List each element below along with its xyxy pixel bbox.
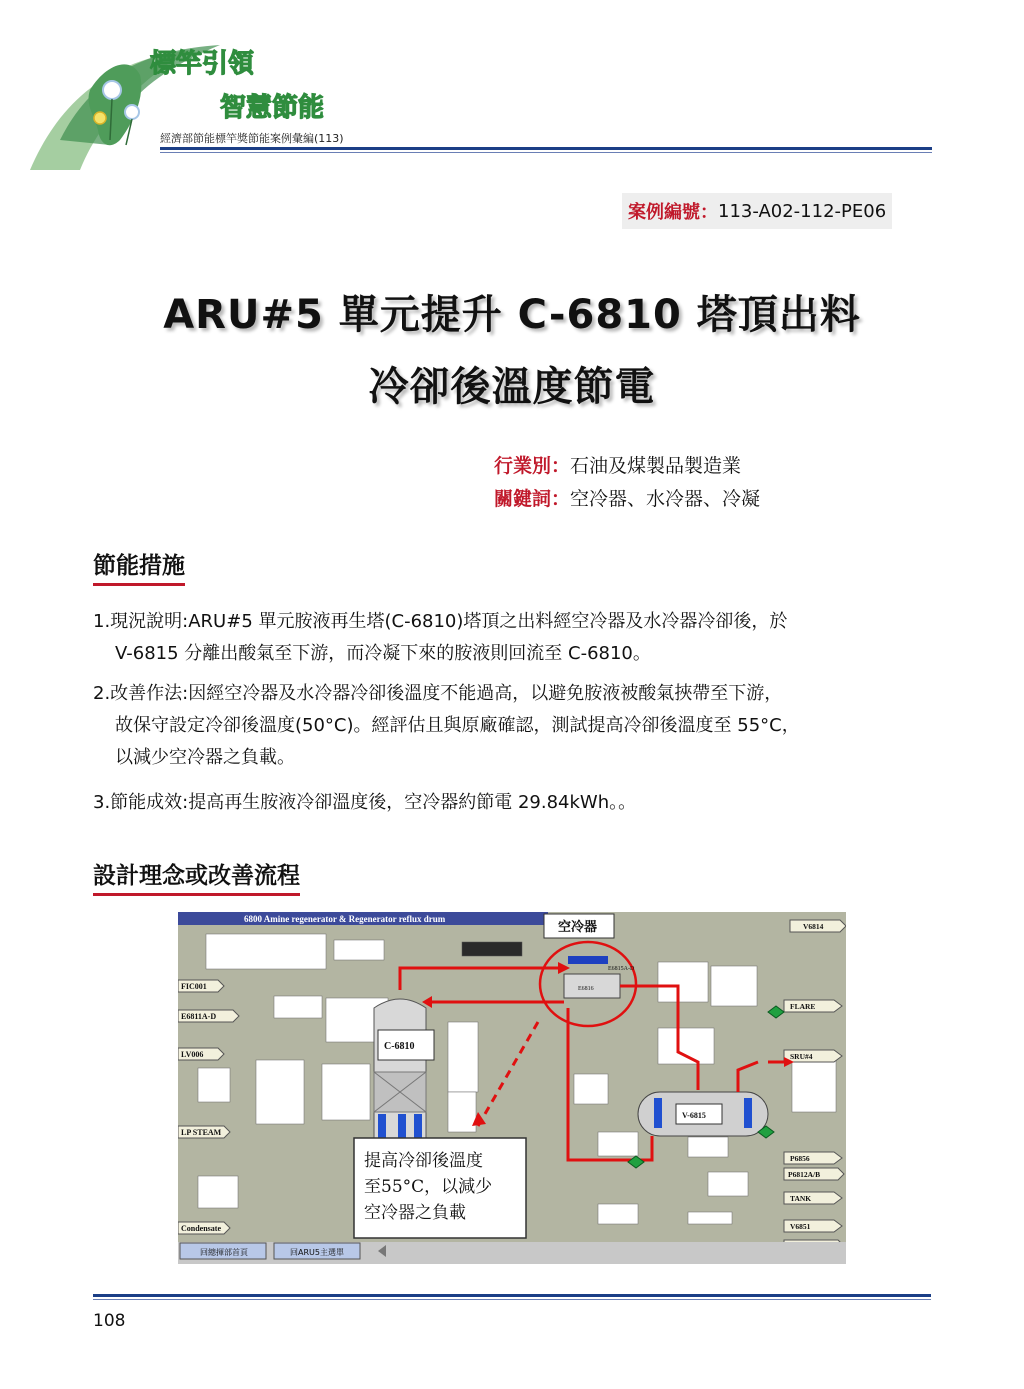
diagram-header-text: 6800 Amine regenerator & Regenerator reflux drum: [244, 914, 446, 924]
case-number-value: 113-A02-112-PE06: [718, 200, 887, 222]
tag-tank: TANK: [790, 1194, 812, 1203]
air-cooler-label: 空冷器: [558, 920, 598, 935]
title-line-2: 冷卻後溫度節電: [368, 364, 656, 410]
title-line-1: ARU#5 單元提升 C-6810 塔頂出料: [163, 292, 861, 338]
item2-line1: 2.改善作法:因經空冷器及水冷器冷卻後溫度不能過高，以避免胺液被酸氣挾帶至下游，: [93, 683, 783, 704]
list-item: [93, 678, 943, 774]
industry-label: 行業別：: [494, 455, 571, 477]
tag-condensate: Condensate: [181, 1224, 222, 1233]
column-label: C-6810: [384, 1041, 415, 1052]
button-aru5-label: 回ARU5主選單: [290, 1248, 344, 1257]
list-item: [93, 787, 943, 819]
tag-v6851: V6851: [790, 1222, 811, 1231]
header-rule: [160, 147, 932, 150]
logo-line2: 智慧節能: [220, 93, 325, 123]
section-heading-measures: 節能措施: [93, 547, 185, 586]
keywords-line: [494, 484, 760, 511]
callout-line-3: 空冷器之負載: [364, 1203, 466, 1223]
header-logo: [20, 20, 380, 180]
header-rule-thin: [160, 152, 932, 153]
case-number-label: 案例編號：: [628, 202, 718, 223]
item2-line3: 以減少空冷器之負載。: [115, 747, 295, 768]
tag-p6812: P6812A/B: [788, 1170, 821, 1179]
tag-sru4: SRU#4: [790, 1052, 813, 1061]
series-title: 經濟部節能標竿獎節能案例彙編(113): [160, 132, 344, 145]
industry-line: [494, 451, 741, 478]
tag-lv006: LV006: [181, 1050, 204, 1059]
tag-v6814: V6814: [803, 922, 824, 931]
drum-label: V-6815: [682, 1111, 706, 1120]
case-number-box: [622, 193, 892, 229]
item2-line2: 故保守設定冷卻後溫度(50°C)。經評估且與原廠確認，測試提高冷卻後溫度至 55°C，: [115, 715, 800, 736]
list-item: [93, 606, 943, 670]
callout-line-2: 至55°C，以減少: [364, 1177, 493, 1197]
air-cooler-tag: E6815A-D: [608, 966, 635, 972]
drum-v6815: [638, 1092, 768, 1136]
section-heading-design: 設計理念或改善流程: [93, 857, 300, 896]
keywords-value: 空冷器、水冷器、冷凝: [570, 488, 761, 510]
page-number: 108: [93, 1311, 126, 1331]
process-diagram: [178, 912, 846, 1264]
column-c6810: [374, 999, 434, 1158]
item1-line2: V-6815 分離出酸氣至下游，而冷凝下來的胺液則回流至 C-6810。: [115, 643, 651, 664]
tag-e6811: E6811A-D: [181, 1012, 217, 1021]
industry-value: 石油及煤製品製造業: [570, 455, 742, 477]
tag-flare: FLARE: [790, 1002, 816, 1011]
item1-line1: 1.現況說明:ARU#5 單元胺液再生塔(C-6810)塔頂之出料經空冷器及水冷器冷卻後，於: [93, 611, 788, 632]
callout-line-1: 提高冷卻後溫度: [364, 1151, 483, 1171]
tag-fic001: FIC001: [181, 982, 207, 991]
exchanger-tag: E6816: [578, 986, 594, 992]
button-home-label: 回總揮部首頁: [200, 1248, 248, 1257]
footer-rule: [93, 1294, 931, 1297]
item3-line1: 3.節能成效:提高再生胺液冷卻溫度後，空冷器約節電 29.84kWh。。: [93, 792, 637, 813]
keywords-label: 關鍵詞：: [494, 488, 571, 510]
tag-p6856: P6856: [790, 1154, 810, 1163]
logo-line1: 標竿引領: [150, 49, 255, 79]
footer-rule-thin: [93, 1299, 931, 1300]
tag-lp-steam: LP STEAM: [181, 1128, 222, 1137]
callout-box: [354, 1138, 526, 1238]
